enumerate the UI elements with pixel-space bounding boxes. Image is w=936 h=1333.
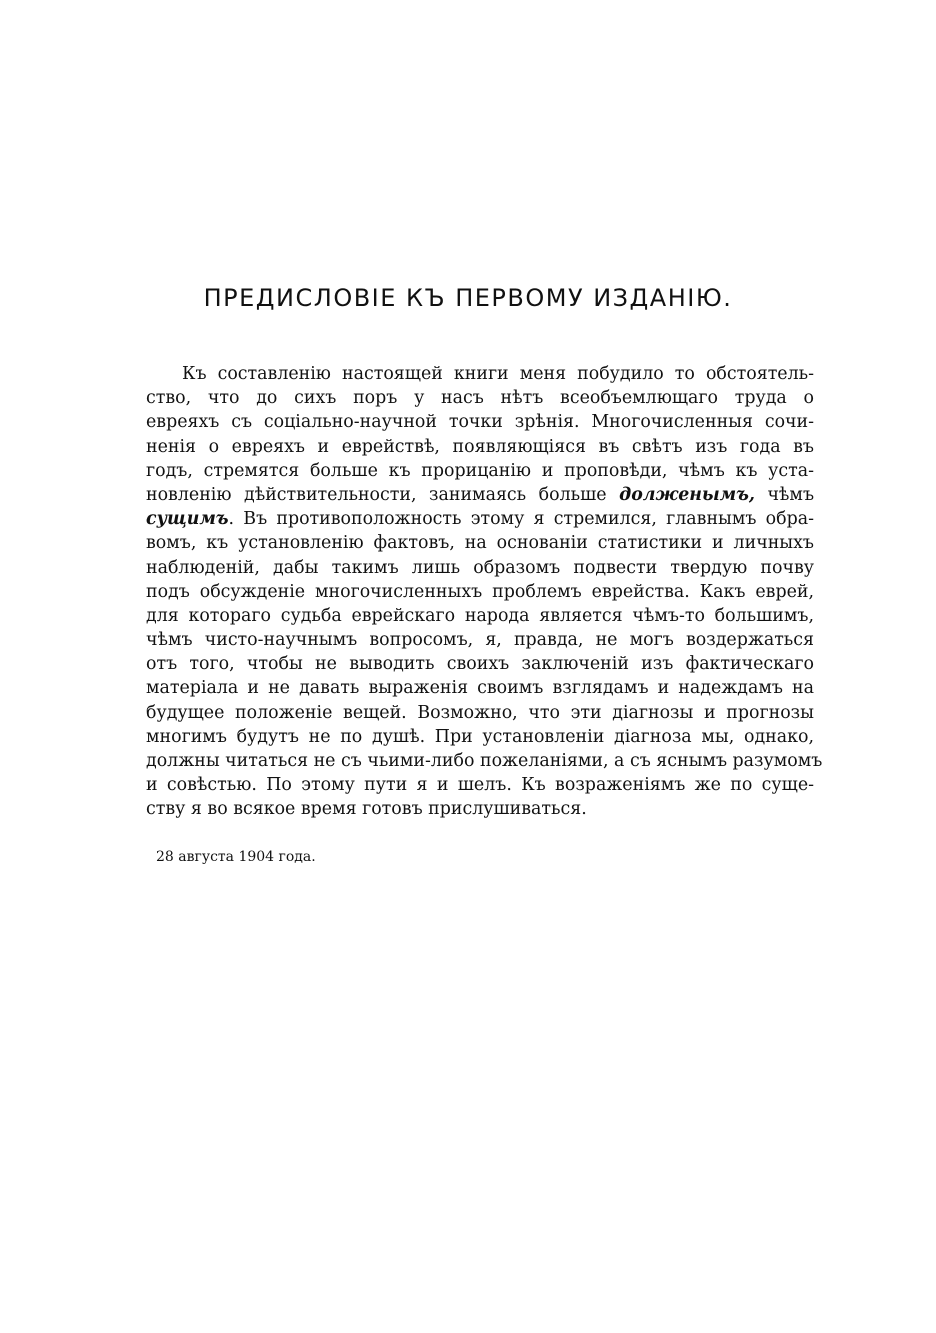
paragraph-line (146, 507, 814, 531)
paragraph-line: наблюденій, дабы такимъ лишь образомъ подвести твердую почву (146, 557, 814, 578)
paragraph-line: матеріала и не давать выраженія своимъ взглядамъ и надеждамъ на (146, 678, 814, 699)
paragraph-line: евреяхъ съ соціально-научной точки зрѣнія. Многочисленныя сочи- (146, 412, 814, 433)
paragraph-line: вомъ, къ установленію фактовъ, на основаніи статистики и личныхъ (146, 533, 814, 554)
page-title: ПРЕДИСЛОВІЕ КЪ ПЕРВОМУ ИЗДАНІЮ. (203, 284, 733, 312)
paragraph-line (146, 483, 814, 507)
line-text: чѣмъ (767, 484, 815, 505)
signature-date: 28 августа 1904 года. (156, 849, 316, 865)
paragraph-line: подъ обсужденіе многочисленныхъ проблемъ еврейства. Какъ еврей, (146, 581, 814, 602)
line-text: новленію дѣйствительности, занимаясь больше (146, 484, 607, 505)
paragraph-line: ству я во всякое время готовъ прислушиваться. (146, 799, 587, 820)
paragraph-line: для котораго судьба еврейскаго народа является чѣмъ-то большимъ, (146, 605, 814, 626)
paragraph-line: многимъ будутъ не по душѣ. При установленіи діагноза мы, однако, (146, 726, 814, 747)
paragraph-line: должны читаться не съ чьими-либо пожеланіями, а съ яснымъ разумомъ (146, 751, 823, 771)
paragraph-line: ство, что до сихъ поръ у насъ нѣтъ всеобъемлющаго труда о (146, 388, 814, 409)
line-text: . Въ противоположность этому я стремился, главнымъ обра- (228, 509, 814, 530)
paragraph-line: годъ, стремятся больше къ прорицанію и проповѣди, чѣмъ къ уста- (146, 460, 814, 481)
paragraph-line: будущее положеніе вещей. Возможно, что эти діагнозы и прогнозы (146, 702, 814, 723)
paragraph-line: чѣмъ чисто-научнымъ вопросомъ, я, правда, не могъ воздержаться (146, 630, 814, 651)
preface-paragraph (146, 362, 823, 822)
emphasis-word: сущимъ (146, 509, 229, 530)
paragraph-line: ненія о евреяхъ и еврействѣ, появляющіяся въ свѣтъ изъ года въ (146, 436, 814, 457)
paragraph-line: Къ составленію настоящей книги меня побудило то обстоятель- (182, 364, 814, 384)
paragraph-line: и совѣстью. По этому пути я и шелъ. Къ возраженіямъ же по суще- (146, 775, 814, 796)
paragraph-line: отъ того, чтобы не выводить своихъ заключеній изъ фактическаго (146, 654, 814, 675)
emphasis-word: долженымъ, (619, 484, 755, 505)
